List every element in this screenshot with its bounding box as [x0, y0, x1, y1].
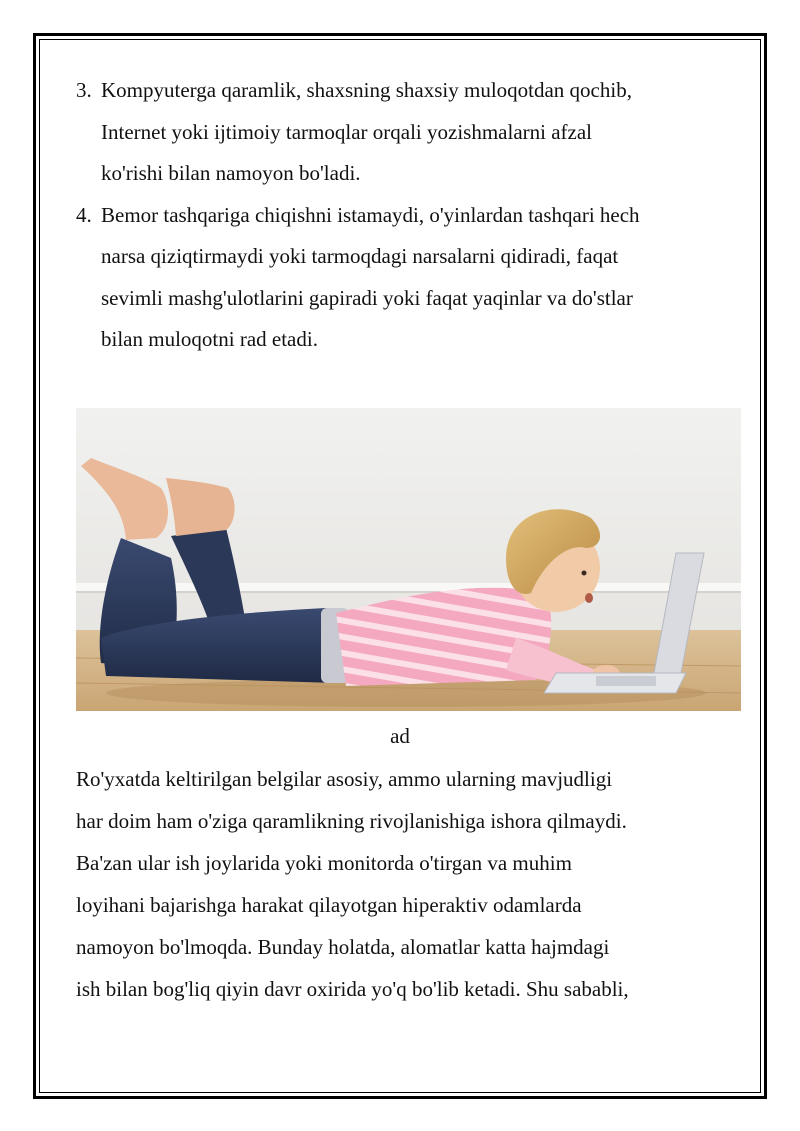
child-laptop-photo — [76, 408, 741, 711]
list-line: sevimli mashg'ulotlarini gapiradi yoki faqat yaqinlar va do'stlar — [101, 285, 633, 310]
paragraph-line: ish bilan bog'liq qiyin davr oxirida yo'q bo'lib ketadi. Shu sababli, — [76, 977, 629, 1001]
list-line: narsa qiziqtirmaydi yoki tarmoqdagi narsalarni qidiradi, faqat — [101, 244, 619, 268]
list-item — [76, 70, 736, 195]
list-item — [76, 195, 736, 361]
list-line: bilan muloqotni rad etadi. — [101, 327, 318, 351]
list-line: Internet yoki ijtimoiy tarmoqlar orqali yozishmalarni afzal — [101, 119, 593, 144]
image-caption: ad — [390, 724, 410, 748]
paragraph-line: har doim ham o'ziga qaramlikning rivojlanishiga ishora qilmaydi. — [76, 809, 627, 833]
list-line: ko'rishi bilan namoyon bo'ladi. — [101, 161, 361, 185]
list-number: 3. — [76, 78, 92, 102]
paragraph-line: Ba'zan ular ish joylarida yoki monitorda o'tirgan va muhim — [76, 851, 572, 875]
photo-illustration — [76, 408, 741, 711]
paragraph-line: Ro'yxatda keltirilgan belgilar asosiy, ammo ularning mavjudligi — [76, 767, 613, 791]
body-paragraph — [76, 758, 741, 1010]
symptom-list — [76, 70, 736, 361]
list-line: Bemor tashqariga chiqishni istamaydi, o'yinlardan tashqari hech — [101, 202, 640, 227]
paragraph-line: loyihani bajarishga harakat qilayotgan hiperaktiv odamlarda — [76, 893, 582, 917]
paragraph-line: namoyon bo'lmoqda. Bunday holatda, alomatlar katta hajmdagi — [76, 935, 610, 959]
list-line: Kompyuterga qaramlik, shaxsning shaxsiy muloqotdan qochib, — [101, 78, 632, 102]
list-number: 4. — [76, 202, 92, 227]
